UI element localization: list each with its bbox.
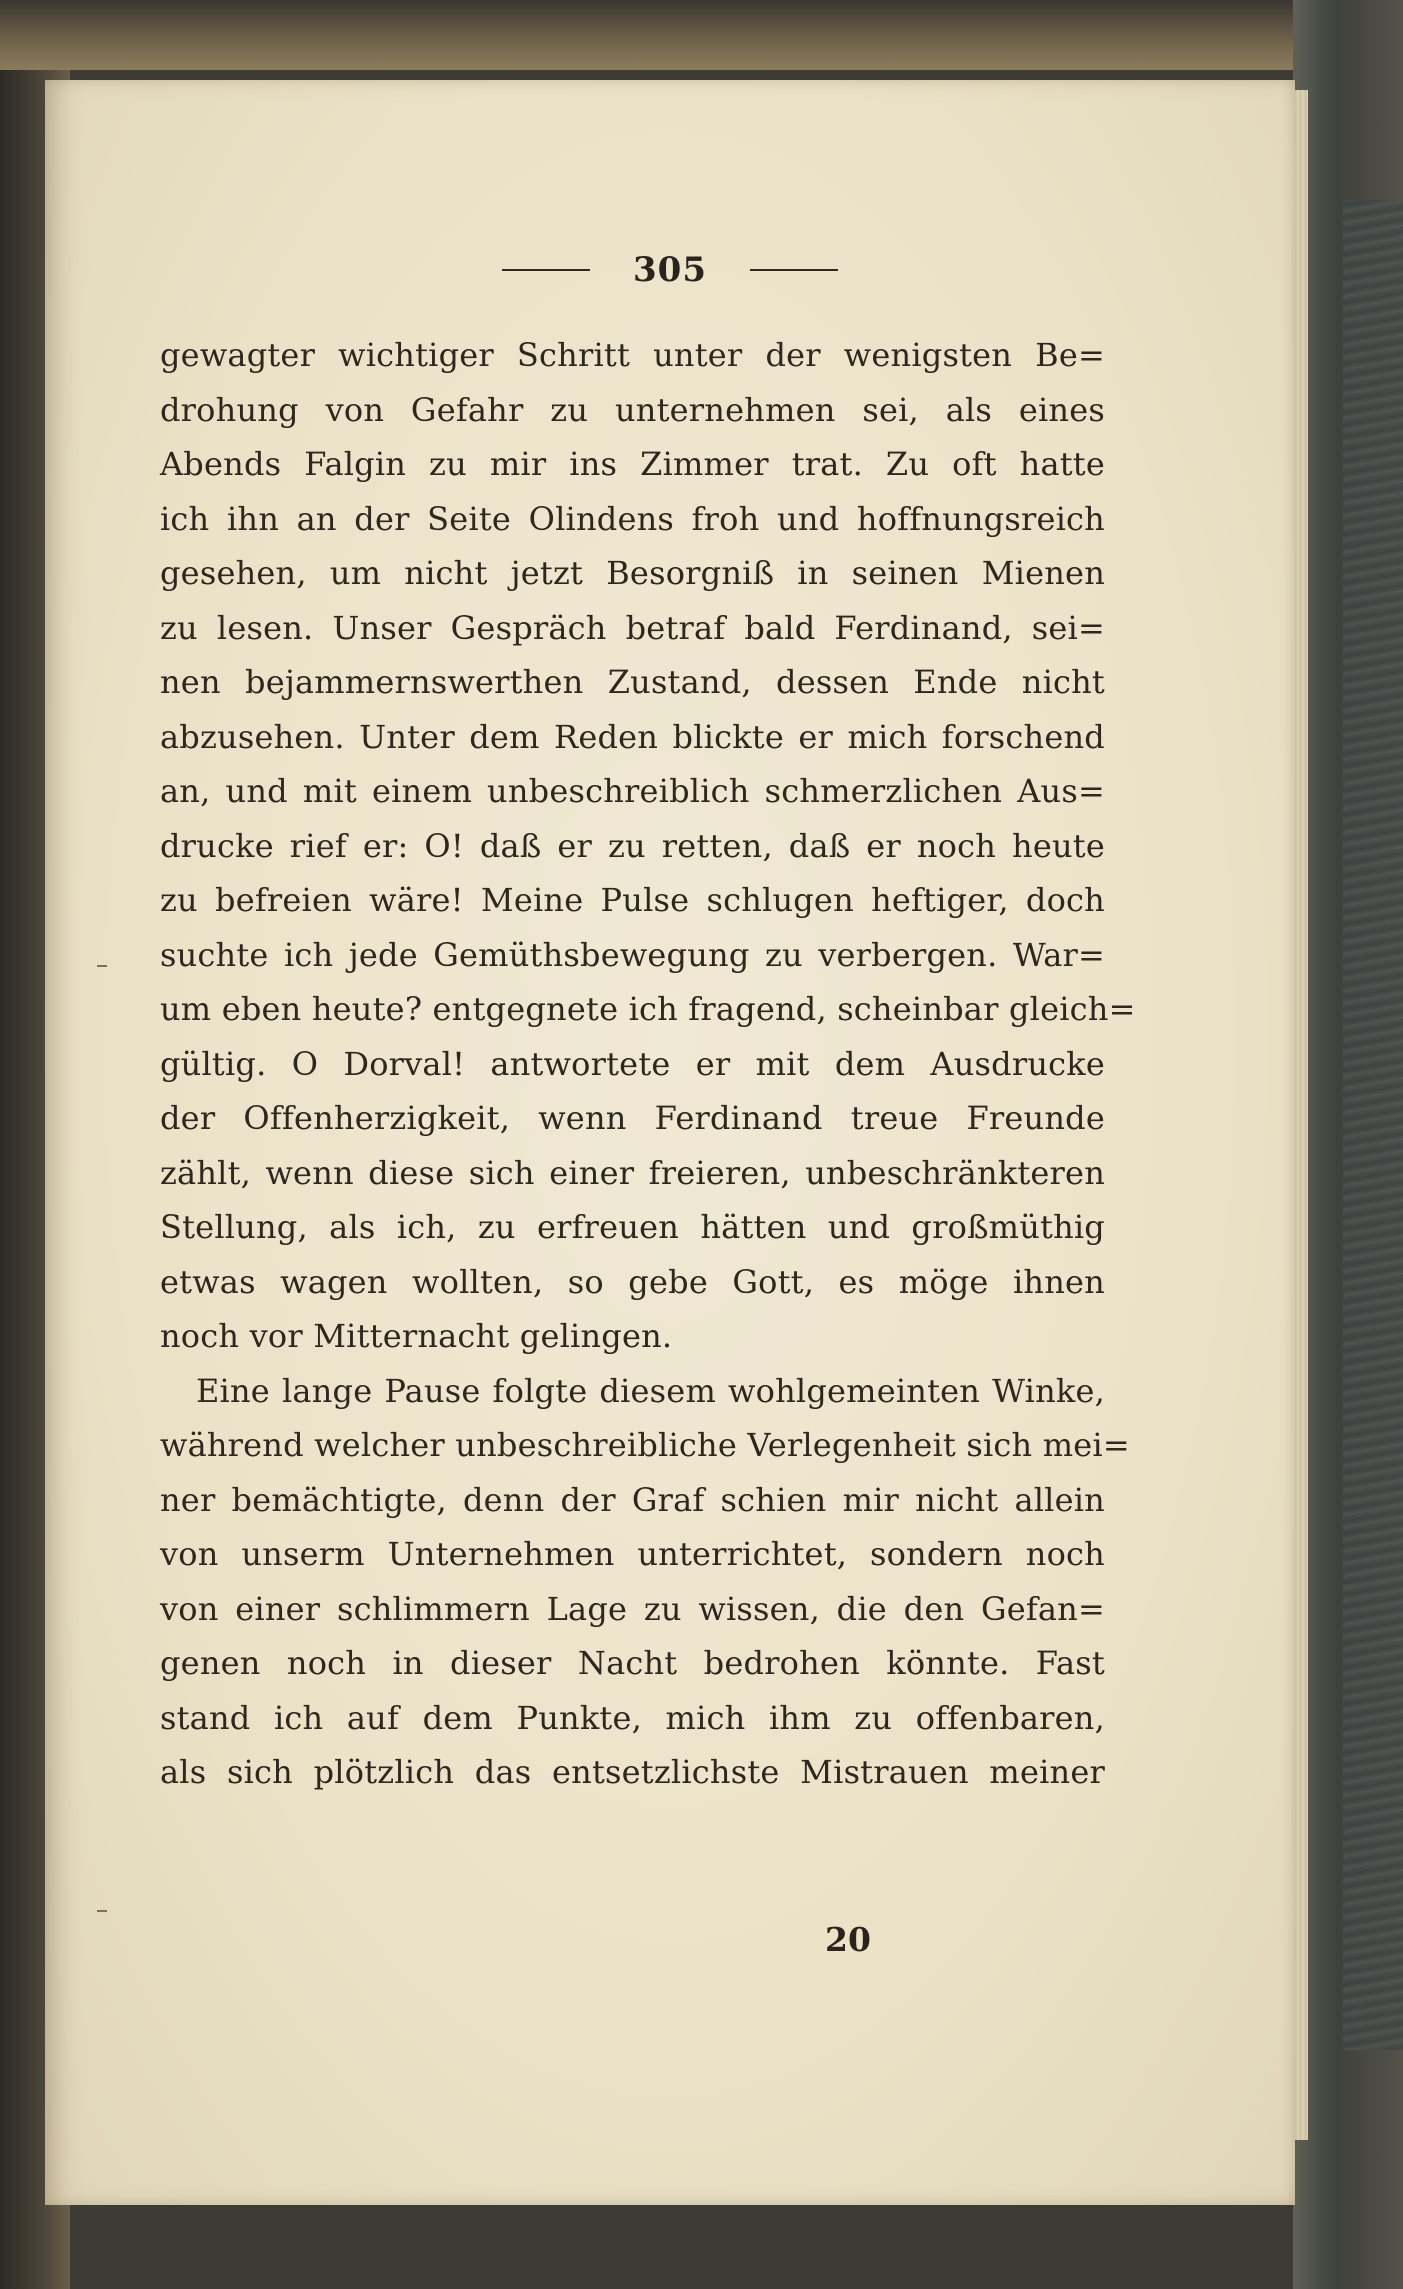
margin-dash-mark xyxy=(97,965,107,967)
text-line: Abends Falgin zu mir ins Zimmer trat. Zu oft hatte xyxy=(160,445,1105,483)
book-page xyxy=(45,80,1295,2205)
text-line: zu lesen. Unser Gespräch betraf bald Ferdinand, sei= xyxy=(160,608,1105,647)
header-rule-right xyxy=(750,269,838,271)
book-cover-top xyxy=(0,0,1403,70)
text-line: nen bejammernswerthen Zustand, dessen Ende nicht xyxy=(160,663,1105,701)
text-line: gesehen, um nicht jetzt Besorgniß in seinen Mienen xyxy=(160,554,1105,592)
text-line: von einer schlimmern Lage zu wissen, die den Gefan= xyxy=(160,1589,1105,1628)
text-line: etwas wagen wollten, so gebe Gott, es möge ihnen xyxy=(160,1262,1105,1301)
text-line: gültig. O Dorval! antwortete er mit dem Ausdrucke xyxy=(160,1044,1105,1083)
cover-leather-texture xyxy=(1343,200,1403,2050)
header-rule-left xyxy=(502,269,590,271)
text-line: als sich plötzlich das entsetzlichste Mistrauen meiner xyxy=(160,1753,1105,1791)
text-line: von unserm Unternehmen unterrichtet, sondern noch xyxy=(160,1535,1105,1573)
page-header xyxy=(45,250,1295,290)
text-line: suchte ich jede Gemüthsbewegung zu verbergen. War= xyxy=(160,935,1105,974)
text-line: der Offenherzigkeit, wenn Ferdinand treue Freunde xyxy=(160,1099,1105,1137)
text-line: zu befreien wäre! Meine Pulse schlugen heftiger, doch xyxy=(160,881,1105,919)
text-line: ner bemächtigte, denn der Graf schien mir nicht allein xyxy=(160,1480,1105,1519)
signature-mark: 20 xyxy=(825,1920,871,1959)
text-line: ich ihn an der Seite Olindens froh und hoffnungsreich xyxy=(160,499,1105,538)
margin-dash-mark xyxy=(97,1910,107,1912)
text-line: um eben heute? entgegnete ich fragend, scheinbar gleich= xyxy=(160,990,1136,1028)
text-line: während welcher unbeschreibliche Verlegenheit sich mei= xyxy=(160,1426,1130,1464)
text-line: gewagter wichtiger Schritt unter der wenigsten Be= xyxy=(160,336,1105,374)
text-line: genen noch in dieser Nacht bedrohen könnte. Fast xyxy=(160,1644,1105,1682)
text-line: noch vor Mitternacht gelingen. xyxy=(160,1317,673,1355)
text-line: drucke rief er: O! daß er zu retten, daß er noch heute xyxy=(160,826,1105,865)
body-text xyxy=(160,328,1136,1800)
text-line: drohung von Gefahr zu unternehmen sei, als eines xyxy=(160,390,1105,429)
page-number: 305 xyxy=(633,250,707,290)
text-line: Stellung, als ich, zu erfreuen hätten und großmüthig xyxy=(160,1208,1105,1246)
text-line: stand ich auf dem Punkte, mich ihm zu offenbaren, xyxy=(160,1698,1105,1737)
text-line: Eine lange Pause folgte diesem wohlgemeinten Winke, xyxy=(196,1371,1105,1410)
text-line: an, und mit einem unbeschreiblich schmerzlichen Aus= xyxy=(160,772,1105,810)
text-line: abzusehen. Unter dem Reden blickte er mich forschend xyxy=(160,717,1105,756)
text-line: zählt, wenn diese sich einer freieren, unbeschränkteren xyxy=(160,1153,1105,1192)
